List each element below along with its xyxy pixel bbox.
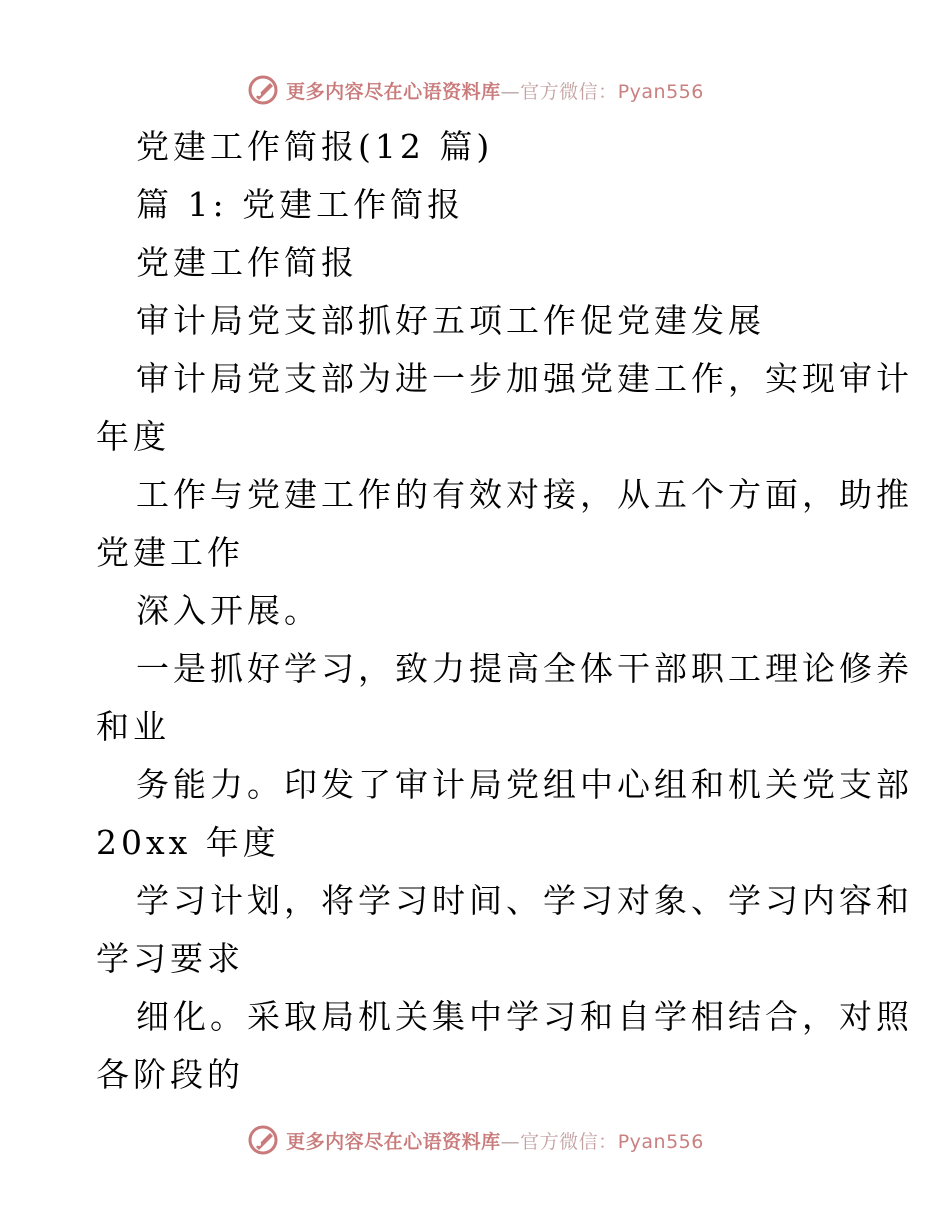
watermark-contact-label: 官方微信：: [520, 1130, 618, 1153]
watermark-separator: —: [500, 80, 521, 103]
footer-watermark: [0, 1120, 950, 1160]
text-line: 一是抓好学习，致力提高全体干部职工理论修养: [136, 649, 913, 688]
watermark-separator: —: [500, 1130, 521, 1153]
watermark-brand: 更多内容尽在心语资料库: [286, 1130, 501, 1153]
watermark-contact-label: 官方微信：: [520, 80, 618, 103]
text-line: 审计局党支部为进一步加强党建工作，实现审计: [136, 359, 913, 398]
text-line: 篇 1: 党建工作简报: [136, 185, 465, 224]
text-line: 审计局党支部抓好五项工作促党建发展: [136, 301, 765, 340]
document-body: [96, 118, 913, 1104]
watermark-brand: 更多内容尽在心语资料库: [286, 80, 501, 103]
text-line: 年度: [96, 417, 170, 456]
text-line: 党建工作简报: [136, 243, 358, 282]
text-line: 和业: [96, 707, 170, 746]
watermark-text: [286, 77, 704, 104]
watermark-wechat-id: Pyan556: [617, 1130, 704, 1153]
text-line: 各阶段的: [96, 1055, 244, 1094]
text-line: 学习要求: [96, 939, 244, 978]
text-line: 党建工作简报(12 篇): [136, 127, 494, 166]
text-line: 党建工作: [96, 533, 244, 572]
header-watermark: [0, 70, 950, 110]
text-line: 学习计划，将学习时间、学习对象、学习内容和: [136, 881, 913, 920]
text-line: 20xx 年度: [96, 823, 280, 862]
watermark-text: [286, 1127, 704, 1154]
text-line: 深入开展。: [136, 591, 321, 630]
text-line: 工作与党建工作的有效对接，从五个方面，助推: [136, 475, 913, 514]
text-line: 细化。采取局机关集中学习和自学相结合，对照: [136, 997, 913, 1036]
text-line: 务能力。印发了审计局党组中心组和机关党支部: [136, 765, 913, 804]
pen-logo-icon: [246, 73, 280, 107]
pen-logo-icon: [246, 1123, 280, 1157]
watermark-wechat-id: Pyan556: [617, 80, 704, 103]
